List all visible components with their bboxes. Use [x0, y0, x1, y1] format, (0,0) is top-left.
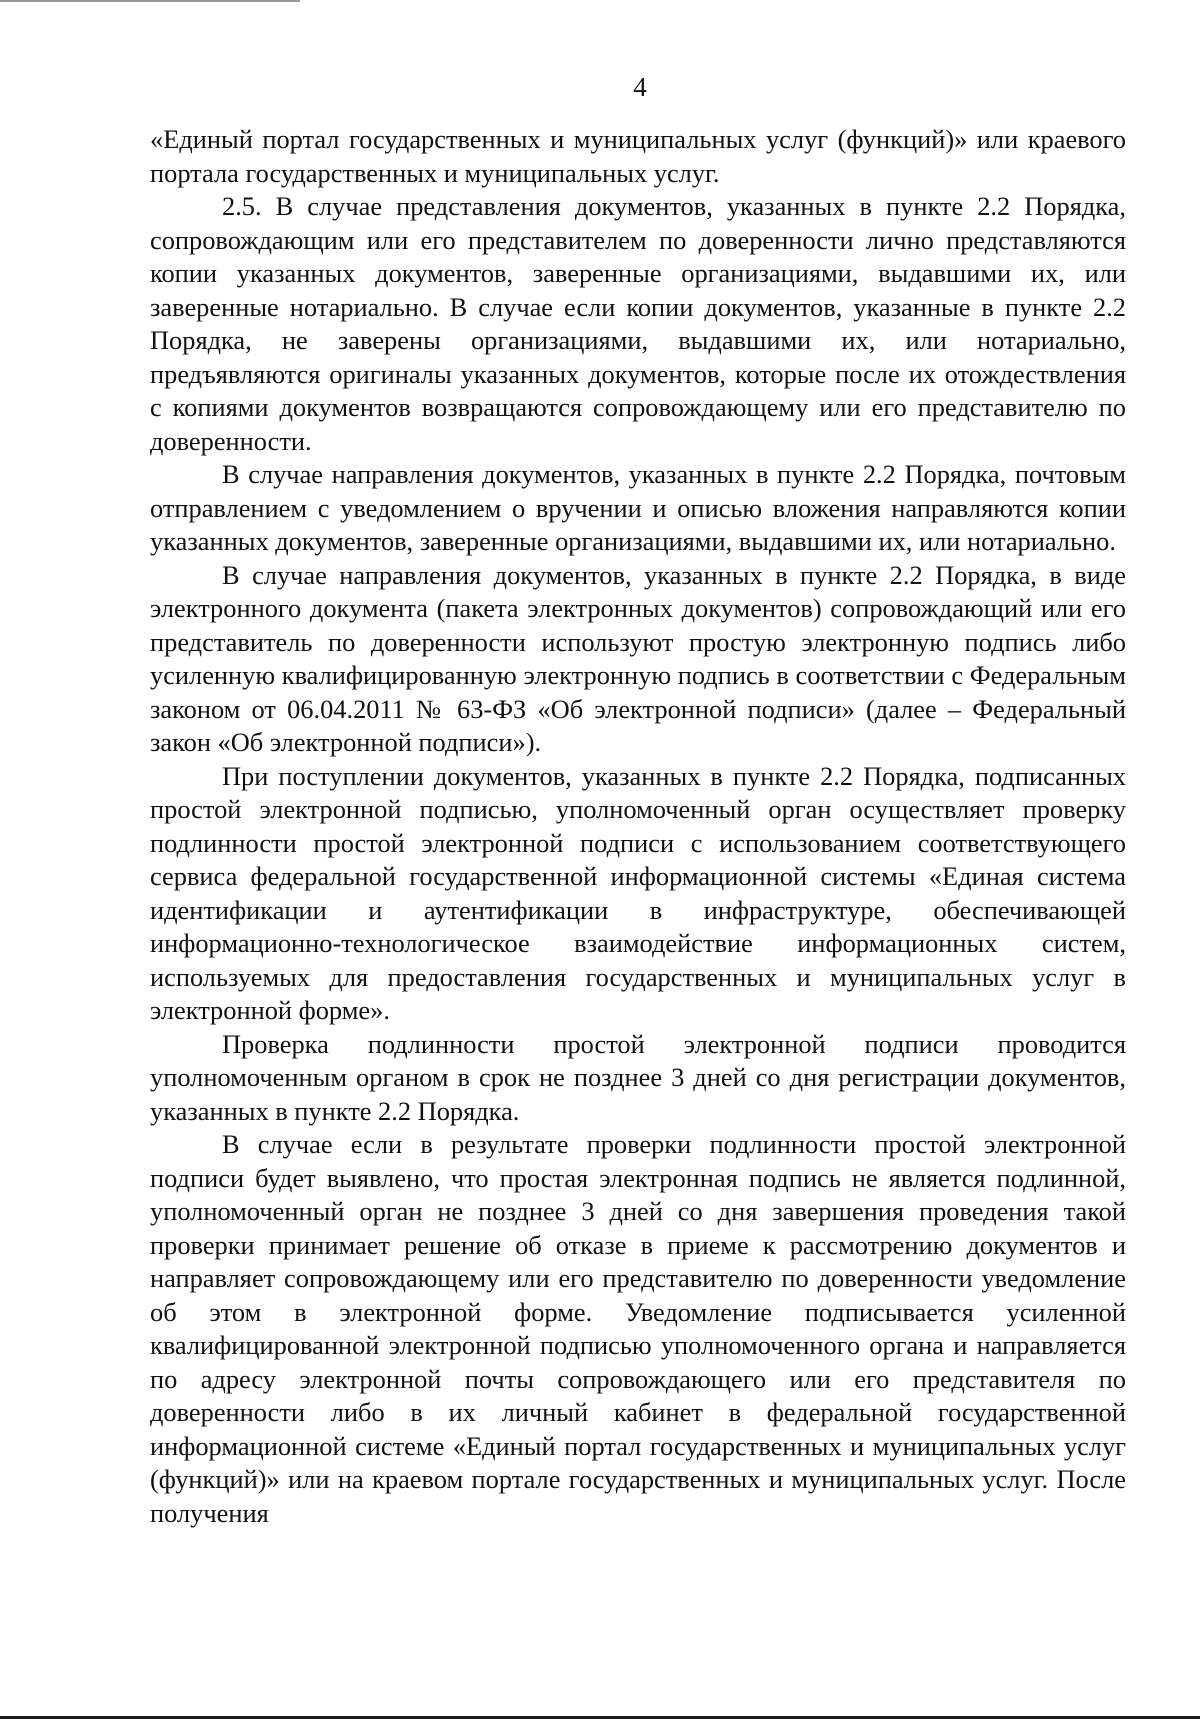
- paragraph-4: В случае направления документов, указанных в пункте 2.2 Порядка, в виде электронного документа (пакета электронных документов) сопровождающий или его представитель по доверенности используют простую электронную подпись либо усиленную квалифицированную электронную подпись в соответствии с Федеральным законом от 06.04.2011 № 63-ФЗ «Об электронной подписи» (далее – Федеральный закон «Об электронной подписи»).: [150, 559, 1126, 757]
- paragraph-1: «Единый портал государственных и муниципальных услуг (функций)» или краевого портала государственных и муниципальных услуг.: [150, 124, 1126, 188]
- paragraph-2: 2.5. В случае представления документов, указанных в пункте 2.2 Порядка, сопровождающим или его представителем по доверенности лично представляются копии указанных документов, заверенные организациями, выдавшими их, или заверенные нотариально. В случае если копии документов, указанные в пункте 2.2 Порядка, не заверены организациями, выдавшими их, или нотариально, предъявляются оригиналы указанных документов, которые после их отождествления с копиями документов возвращаются сопровождающему или его представителю по доверенности.: [150, 191, 1126, 456]
- paragraph-3: В случае направления документов, указанных в пункте 2.2 Порядка, почтовым отправлением с уведомлением о вручении и описью вложения направляются копии указанных документов, заверенные организациями, выдавшими их, или нотариально.: [150, 459, 1126, 556]
- page-number: 4: [633, 72, 647, 102]
- paragraph-6: Проверка подлинности простой электронной подписи проводится уполномоченным органом в срок не позднее 3 дней со дня регистрации документов, указанных в пункте 2.2 Порядка.: [150, 1028, 1126, 1126]
- paragraph-7: В случае если в результате проверки подлинности простой электронной подписи будет выявлено, что простая электронная подпись не является подлинной, уполномоченный орган не позднее 3 дней со дня завершения проведения такой проверки принимает решение об отказе в приеме к рассмотрению документов и направляет сопровождающему или его представителю по доверенности уведомление об этом в электронной форме. Уведомление подписывается усиленной квалифицированной электронной подписью уполномоченного органа и направляется по адресу электронной почты сопровождающего или его представителя по доверенности либо в их личный кабинет в федеральной государственной информационной системе «Единый портал государственных и муниципальных услуг (функций)» или на краевом портале государственных и муниципальных услуг. После получения: [150, 1129, 1126, 1528]
- document-body: [150, 123, 1126, 1530]
- paragraph-5: При поступлении документов, указанных в пункте 2.2 Порядка, подписанных простой электронной подписью, уполномоченный орган осуществляет проверку подлинности простой электронной подписи с использованием соответствующего сервиса федеральной государственной информационной системы «Единая система идентификации и аутентификации в инфраструктуре, обеспечивающей информационно-технологическое взаимодействие информационных систем, используемых для предоставления государственных и муниципальных услуг в электронной форме».: [150, 760, 1126, 1025]
- scan-edge-top: [0, 0, 300, 2]
